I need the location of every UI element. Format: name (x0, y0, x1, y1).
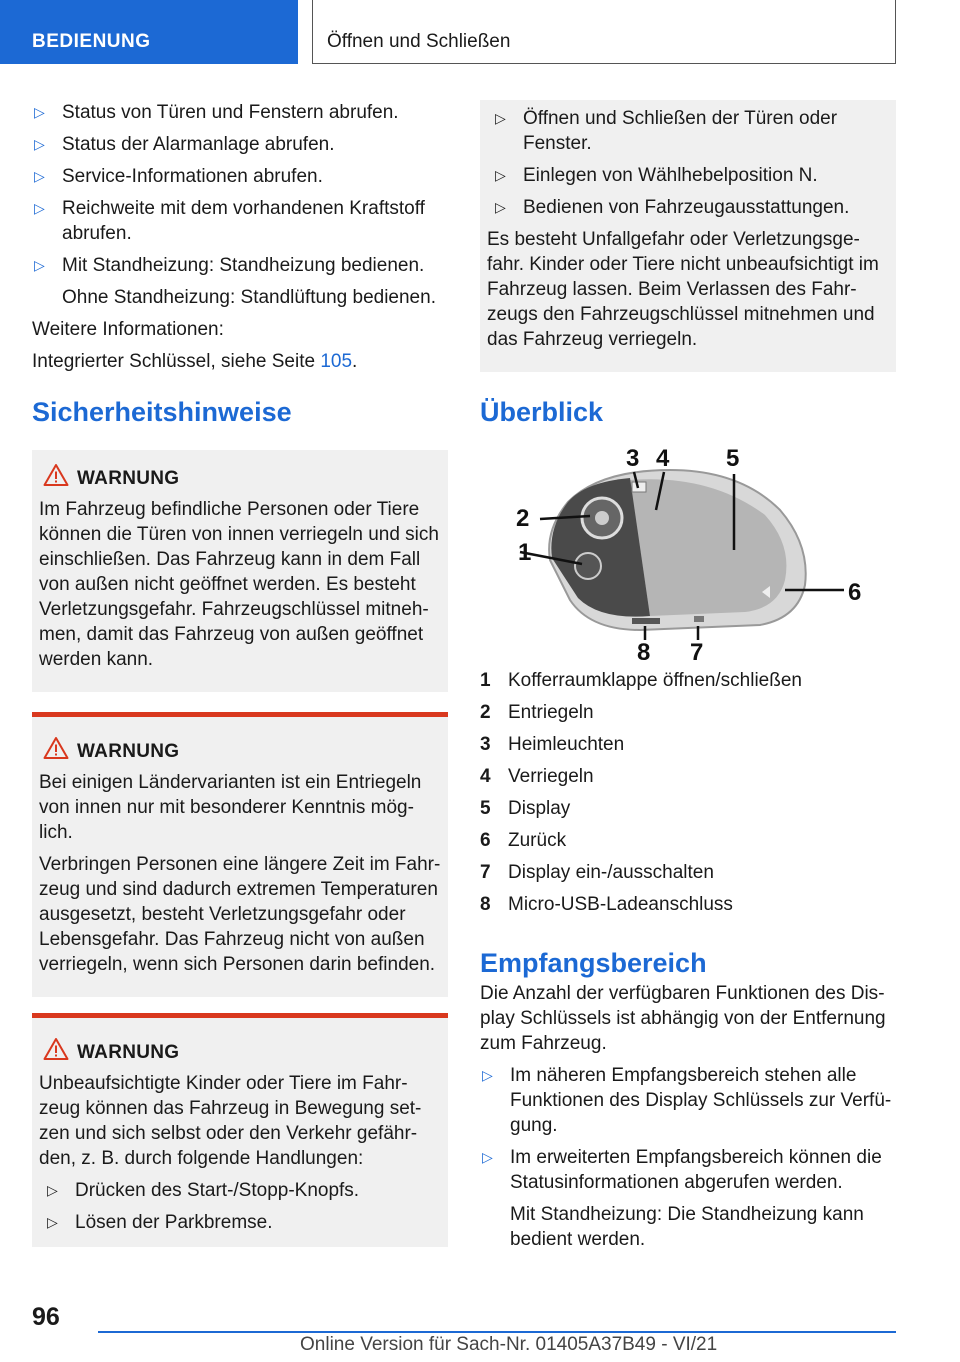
list-item-subtext: Ohne Standheizung: Standlüftung bedienen. (62, 287, 436, 308)
list-item-text: Bedienen von Fahrzeugausstattungen. (523, 197, 850, 218)
triangle-bullet-icon: ▷ (34, 104, 45, 120)
warning-title (39, 1040, 441, 1065)
right-column (480, 100, 896, 1259)
figure-legend (480, 668, 896, 917)
list-item (32, 132, 448, 157)
legend-label: Heimleuchten (508, 734, 625, 755)
list-item (480, 1063, 896, 1138)
legend-label: Display ein-/ausschalten (508, 862, 714, 883)
legend-row (480, 764, 896, 789)
key-display-switch (694, 616, 704, 622)
warning-title (39, 739, 441, 764)
warning-title (39, 466, 441, 491)
legend-row (480, 796, 896, 821)
callout-2: 2 (516, 505, 530, 532)
callout-4: 4 (656, 445, 670, 472)
warning-icon (43, 463, 69, 487)
legend-row (480, 828, 896, 853)
legend-number: 2 (480, 702, 491, 723)
list-item-text: Einlegen von Wählhebelposition N. (523, 165, 818, 186)
callout-8: 8 (637, 639, 651, 660)
triangle-bullet-icon: ▷ (495, 110, 506, 126)
list-item-text: Im näheren Empfangsbereich stehen alle Funktionen des Display Schlüssels zur Verfügung. (510, 1065, 892, 1136)
triangle-bullet-icon: ▷ (495, 199, 506, 215)
callout-1: 1 (518, 539, 532, 566)
callout-3: 3 (626, 445, 640, 472)
list-item (480, 1145, 896, 1252)
key-trunk-button (575, 553, 601, 579)
list-item-subtext: Mit Standheizung: Die Standheizung kann bedient werden. (510, 1204, 864, 1250)
key-usb-port (632, 618, 660, 624)
list-item-text: Drücken des Start-/Stopp-Knopfs. (75, 1180, 360, 1201)
warning-text: Bei einigen Ländervarianten ist ein Entriegeln von innen nur mit besonderer Kenntnis möglich. (39, 772, 422, 843)
triangle-bullet-icon: ▷ (34, 168, 45, 184)
list-item (493, 163, 889, 188)
triangle-bullet-icon: ▷ (34, 257, 45, 273)
list-item-text: Reichweite mit dem vorhandenen Kraftstoff abrufen. (62, 198, 425, 244)
key-reference (32, 349, 448, 374)
legend-row (480, 668, 896, 693)
list-item (32, 196, 448, 246)
section-tab: BEDIENUNG (0, 0, 298, 64)
warning-box (32, 712, 448, 997)
list-item (32, 164, 448, 189)
legend-label: Zurück (508, 830, 567, 851)
triangle-bullet-icon: ▷ (34, 136, 45, 152)
warning-continuation-box (480, 100, 896, 372)
list-item-text: Im erweiterten Empfangsbereich können die Statusinformationen abgerufen werden. (510, 1147, 882, 1193)
list-item (493, 106, 889, 156)
warning-text: Unbeaufsichtigte Kinder oder Tiere im Fahrzeug können das Fahrzeug in Bewegung setzen und sich selbst oder den Verkehr gefährden, z. B. durch folgende Handlungen: (39, 1073, 422, 1169)
warning-text: Verbringen Personen eine längere Zeit im Fahrzeug und sind dadurch extremen Temperaturen ausgesetzt, besteht Verletzungsgefahr oder Lebensgefahr. Das Fahrzeug nicht von außen verriegeln, wenn sich Personen darin befinden. (39, 854, 441, 975)
legend-label: Verriegeln (508, 766, 594, 787)
warning-box (32, 450, 448, 692)
page-number: 96 (32, 1303, 60, 1331)
list-item (32, 253, 448, 310)
legend-row (480, 892, 896, 917)
legend-label: Kofferraumklappe öffnen/schließen (508, 670, 802, 691)
left-column (32, 100, 448, 1247)
list-item (493, 195, 889, 220)
display-key-figure (480, 440, 896, 660)
legend-label: Micro-USB-Ladeanschluss (508, 894, 733, 915)
legend-number: 1 (480, 670, 491, 691)
legend-number: 7 (480, 862, 491, 883)
triangle-bullet-icon: ▷ (495, 167, 506, 183)
warning-text: Im Fahrzeug befindliche Personen oder Tiere können die Türen von innen verriegeln und sich einschließen. Das Fahrzeug kann in dem Fall von außen nicht geöffnet werden. Es besteht Verletzungsgefahr. Fahrzeugschlüssel mitnehmen, damit das Fahrzeug von außen geöffnet werden kann. (39, 499, 439, 670)
callout-6: 6 (848, 579, 862, 606)
legend-number: 4 (480, 766, 491, 787)
legend-number: 8 (480, 894, 491, 915)
list-item-text: Mit Standheizung: Standheizung bedienen. (62, 255, 425, 276)
more-info-label: Weitere Informationen: (32, 319, 224, 340)
legend-row (480, 700, 896, 725)
triangle-bullet-icon: ▷ (482, 1149, 493, 1165)
overview-heading: Überblick (480, 397, 604, 427)
list-item (45, 1210, 441, 1235)
legend-number: 3 (480, 734, 491, 755)
warning-icon (43, 1037, 69, 1061)
legend-number: 5 (480, 798, 491, 819)
warning-title-text: WARNUNG (77, 741, 180, 762)
warning-text: Es besteht Unfallgefahr oder Verletzungsgefahr. Kinder oder Tiere nicht unbeaufsichtigt im Fahrzeug lassen. Beim Verlassen des Fahrzeugs den Fahrzeugschlüssel mitnehmen und das Fahrzeug verriegeln. (487, 229, 879, 350)
triangle-bullet-icon: ▷ (482, 1067, 493, 1083)
range-intro: Die Anzahl der verfügbaren Funktionen des Display Schlüssels ist abhängig von der Entfernung zum Fahrzeug. (480, 983, 886, 1054)
safety-heading: Sicherheitshinweise (32, 397, 292, 427)
list-item-text: Lösen der Parkbremse. (75, 1212, 273, 1233)
triangle-bullet-icon: ▷ (34, 200, 45, 216)
warning-title-text: WARNUNG (77, 1042, 180, 1063)
chapter-title: Öffnen und Schließen (312, 0, 896, 64)
key-reference-text: Integrierter Schlüssel, siehe Seite (32, 351, 316, 372)
warning-icon (43, 736, 69, 760)
page-link[interactable]: 105 (320, 351, 353, 372)
legend-row (480, 732, 896, 757)
key-round-button-inner (595, 511, 609, 525)
online-version-note: Online Version für Sach-Nr. 01405A37B49 - VI/21 (300, 1334, 718, 1355)
key-reference-dot: . (352, 351, 358, 372)
callout-5: 5 (726, 445, 740, 472)
list-item (32, 100, 448, 125)
triangle-bullet-icon: ▷ (47, 1182, 58, 1198)
range-heading: Empfangsbereich (480, 948, 707, 978)
warning-title-text: WARNUNG (77, 468, 180, 489)
legend-number: 6 (480, 830, 491, 851)
legend-label: Display (508, 798, 571, 819)
legend-label: Entriegeln (508, 702, 594, 723)
list-item-text: Status von Türen und Fenstern abrufen. (62, 102, 399, 123)
warning-box (32, 1013, 448, 1247)
list-item-text: Status der Alarmanlage abrufen. (62, 134, 335, 155)
legend-row (480, 860, 896, 885)
triangle-bullet-icon: ▷ (47, 1214, 58, 1230)
callout-7: 7 (690, 639, 704, 660)
list-item-text: Service-Informationen abrufen. (62, 166, 323, 187)
list-item (45, 1178, 441, 1203)
footer-divider (98, 1331, 896, 1333)
list-item-text: Öffnen und Schließen der Türen oder Fenster. (523, 108, 838, 154)
